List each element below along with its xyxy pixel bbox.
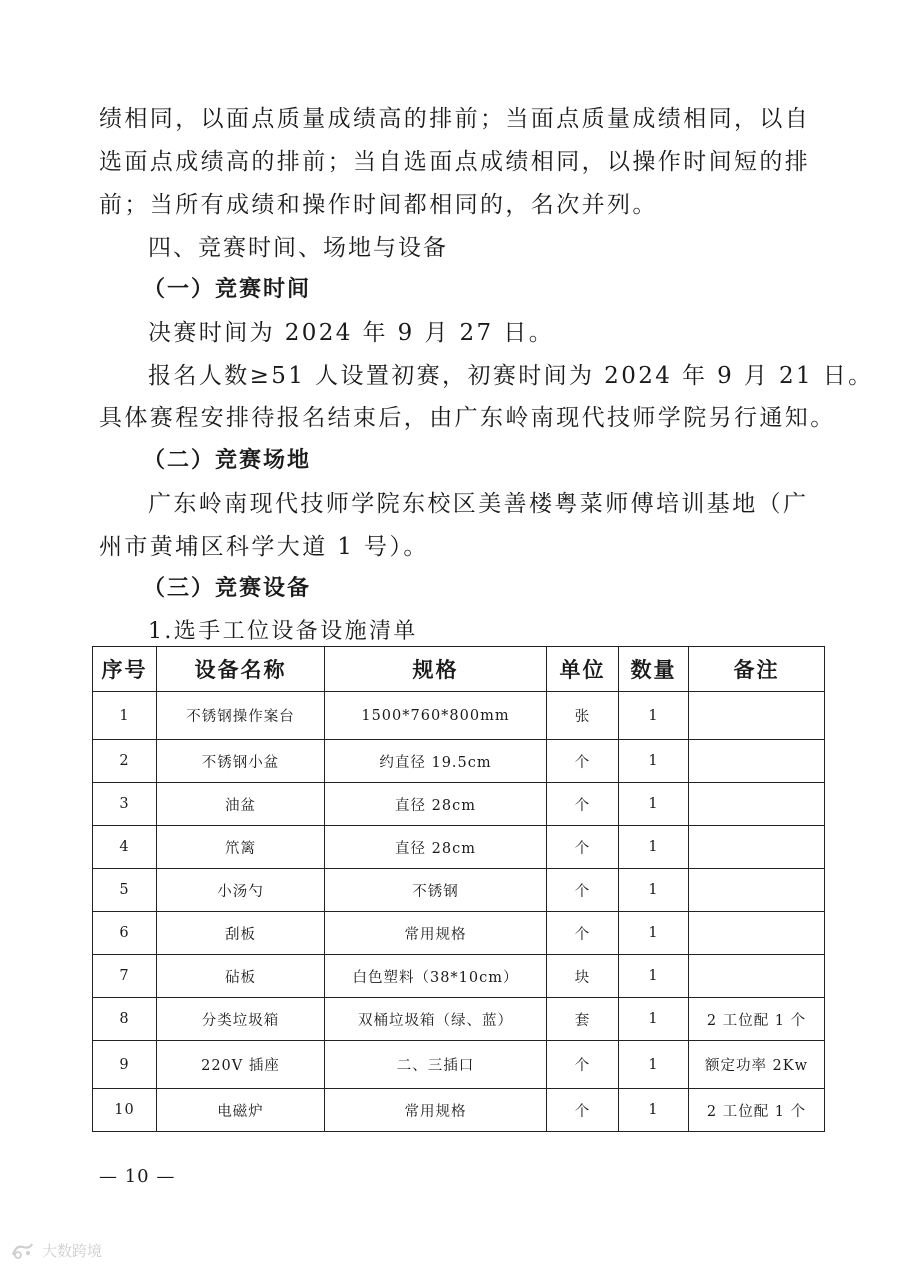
header-cell: 备注 [689, 647, 825, 692]
paragraph-line: 州市黄埔区科学大道 1 号）。 [99, 534, 429, 560]
table-cell: 张 [547, 692, 619, 740]
subsection-heading: （二）竞赛场地 [143, 448, 312, 473]
table-cell: 2 工位配 1 个 [689, 1089, 825, 1132]
subsection-heading: （三）竞赛设备 [143, 576, 312, 601]
table-cell: 二、三插口 [325, 1041, 547, 1089]
table-cell: 不锈钢 [325, 869, 547, 912]
table-cell [689, 869, 825, 912]
table-cell [689, 955, 825, 998]
table-cell: 块 [547, 955, 619, 998]
table-cell: 1 [619, 955, 689, 998]
list-title: 1.选手工位设备设施清单 [148, 619, 418, 644]
table-row [93, 692, 825, 740]
table-cell: 8 [93, 998, 157, 1041]
paragraph-line: 报名人数≥51 人设置初赛，初赛时间为 2024 年 9 月 21 日。 [148, 363, 874, 389]
table-cell: 1 [619, 740, 689, 783]
table-cell: 9 [93, 1041, 157, 1089]
paragraph-line: 具体赛程安排待报名结束后，由广东岭南现代技师学院另行通知。 [99, 405, 836, 431]
table-row [93, 912, 825, 955]
table-cell: 1 [619, 783, 689, 826]
section-heading: 四、竞赛时间、场地与设备 [148, 235, 448, 261]
table-cell: 套 [547, 998, 619, 1041]
table-row [93, 1089, 825, 1132]
table-cell: 1 [619, 1041, 689, 1089]
table-cell [689, 740, 825, 783]
table-cell: 刮板 [157, 912, 325, 955]
table-cell: 分类垃圾箱 [157, 998, 325, 1041]
header-cell: 单位 [547, 647, 619, 692]
table-row [93, 869, 825, 912]
table-cell: 笊篱 [157, 826, 325, 869]
table-row [93, 955, 825, 998]
paragraph-line: 前；当所有成绩和操作时间都相同的，名次并列。 [99, 192, 658, 218]
watermark-text: 大数跨境 [42, 1242, 103, 1260]
table-cell: 约直径 19.5cm [325, 740, 547, 783]
table-row [93, 740, 825, 783]
table-cell: 油盆 [157, 783, 325, 826]
table-cell [689, 826, 825, 869]
table-cell: 1 [619, 869, 689, 912]
table-cell [689, 692, 825, 740]
table-cell: 个 [547, 740, 619, 783]
table-cell: 1 [619, 1089, 689, 1132]
table-cell: 直径 28cm [325, 783, 547, 826]
subsection-heading: （一）竞赛时间 [143, 277, 312, 302]
table-cell: 7 [93, 955, 157, 998]
table-row [93, 783, 825, 826]
table-cell: 个 [547, 869, 619, 912]
table-cell: 个 [547, 1089, 619, 1132]
page-number: — 10 — [99, 1166, 176, 1187]
table-cell: 2 [93, 740, 157, 783]
table-cell: 额定功率 2Kw [689, 1041, 825, 1089]
table-cell: 1500*760*800mm [325, 692, 547, 740]
table-row [93, 998, 825, 1041]
table-cell: 小汤勺 [157, 869, 325, 912]
table-cell: 1 [619, 912, 689, 955]
table-cell [689, 783, 825, 826]
table-cell: 220V 插座 [157, 1041, 325, 1089]
paragraph-line: 广东岭南现代技师学院东校区美善楼粤菜师傅培训基地（广 [148, 491, 809, 517]
table-cell: 常用规格 [325, 912, 547, 955]
table-cell: 10 [93, 1089, 157, 1132]
table-cell: 直径 28cm [325, 826, 547, 869]
table-row [93, 826, 825, 869]
table-cell: 1 [619, 998, 689, 1041]
table-cell: 个 [547, 783, 619, 826]
table-cell: 1 [619, 692, 689, 740]
table-cell: 4 [93, 826, 157, 869]
paragraph-line: 选面点成绩高的排前；当自选面点成绩相同，以操作时间短的排 [99, 149, 811, 175]
table-cell: 5 [93, 869, 157, 912]
equipment-table [92, 646, 825, 1132]
table-cell: 不锈钢小盆 [157, 740, 325, 783]
table-cell: 1 [93, 692, 157, 740]
table-cell: 砧板 [157, 955, 325, 998]
table-cell: 1 [619, 826, 689, 869]
watermark-logo-icon [10, 1241, 36, 1261]
header-cell: 设备名称 [157, 647, 325, 692]
table-cell: 2 工位配 1 个 [689, 998, 825, 1041]
watermark [10, 1240, 102, 1261]
table-cell: 白色塑料（38*10cm） [325, 955, 547, 998]
table-cell: 电磁炉 [157, 1089, 325, 1132]
table-cell: 不锈钢操作案台 [157, 692, 325, 740]
table-cell: 6 [93, 912, 157, 955]
header-cell: 规格 [325, 647, 547, 692]
table-cell: 个 [547, 1041, 619, 1089]
table-cell: 双桶垃圾箱（绿、蓝） [325, 998, 547, 1041]
header-cell: 数量 [619, 647, 689, 692]
table-cell: 个 [547, 912, 619, 955]
table-cell: 个 [547, 826, 619, 869]
header-cell: 序号 [93, 647, 157, 692]
paragraph-line: 决赛时间为 2024 年 9 月 27 日。 [148, 320, 555, 346]
table-cell: 常用规格 [325, 1089, 547, 1132]
table-cell [689, 912, 825, 955]
paragraph-line: 绩相同，以面点质量成绩高的排前；当面点质量成绩相同，以自 [99, 106, 811, 132]
table-header-row [93, 647, 825, 692]
table-cell: 3 [93, 783, 157, 826]
table-row [93, 1041, 825, 1089]
